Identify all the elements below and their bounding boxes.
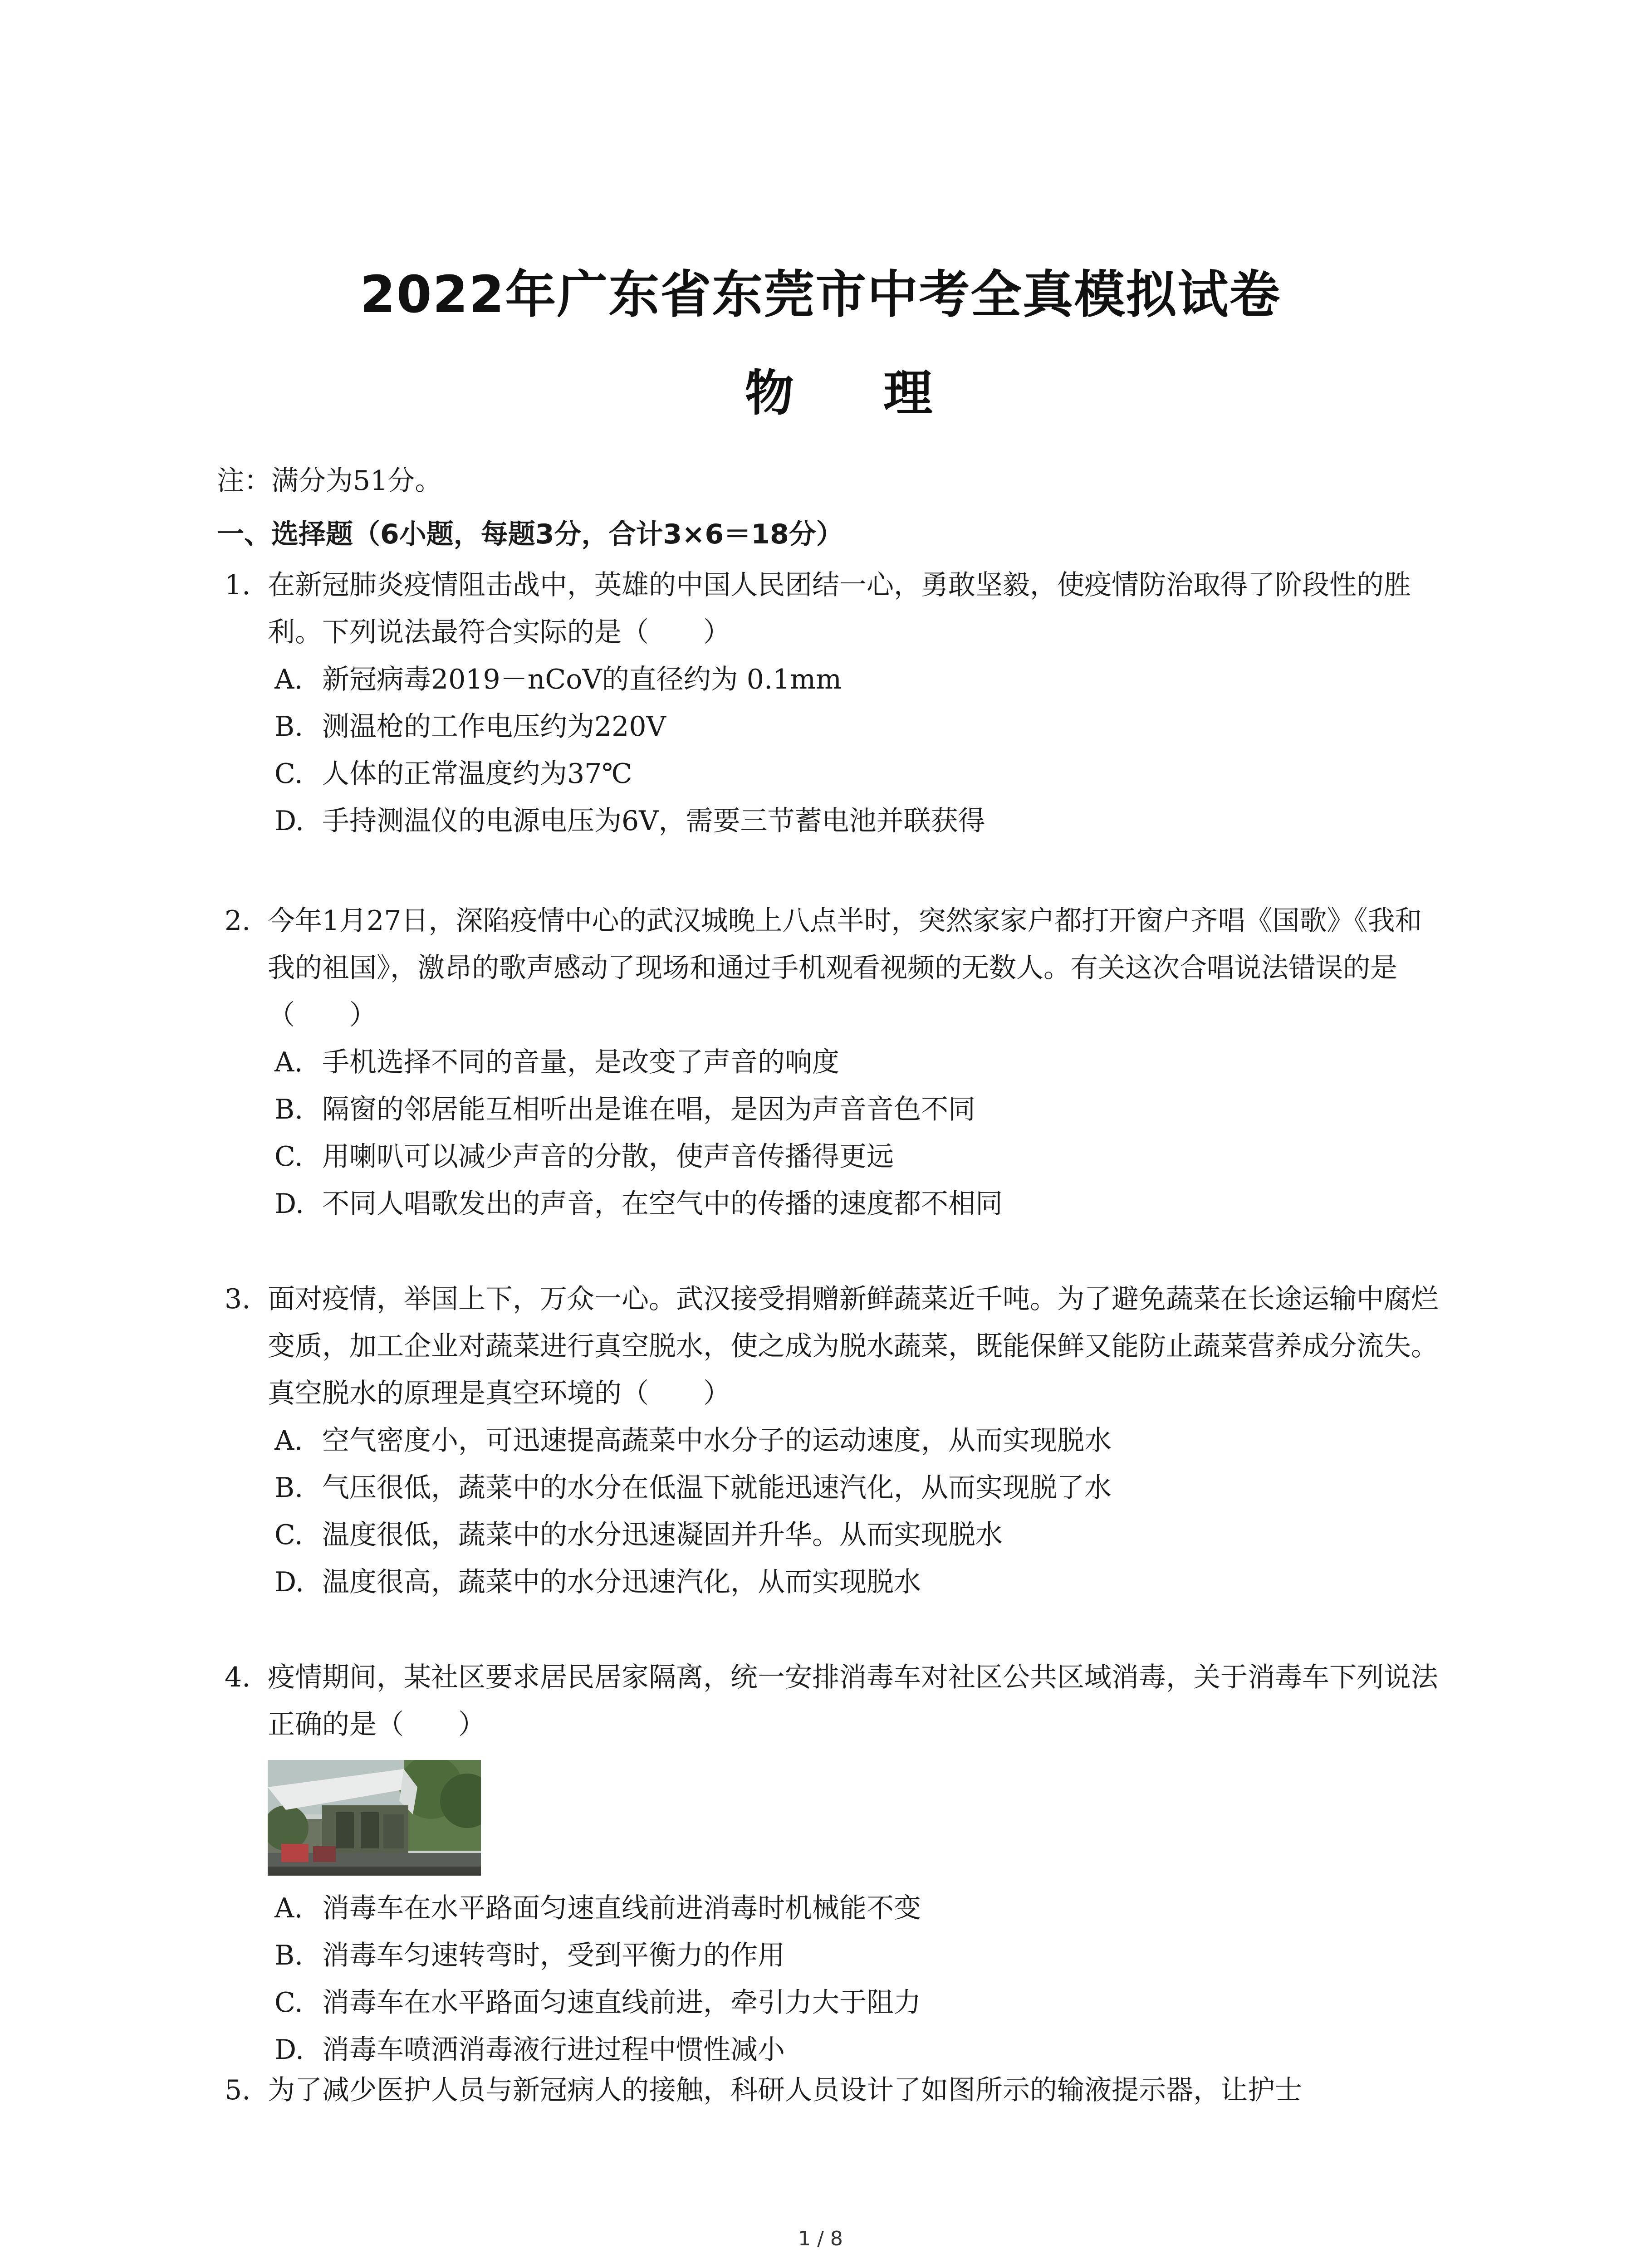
question-text: 在新冠肺炎疫情阻击战中，英雄的中国人民团结一心，勇敢坚毅，使疫情防治取得了阶段性的胜利。下列说法最符合实际的是（ ）	[268, 569, 1411, 648]
question-stem	[225, 897, 1440, 1039]
option-b	[225, 1464, 1440, 1511]
option-a	[225, 1885, 1440, 1932]
option-text: 消毒车在水平路面匀速直线前进，牵引力大于阻力	[322, 1987, 921, 2019]
question-5	[225, 2067, 1440, 2114]
option-text: 不同人唱歌发出的声音，在空气中的传播的速度都不相同	[322, 1188, 1003, 1220]
option-letter: A.	[274, 1892, 303, 1924]
option-letter: D.	[274, 1566, 304, 1598]
question-number: 3.	[225, 1283, 251, 1315]
question-text: 面对疫情，举国上下，万众一心。武汉接受捐赠新鲜蔬菜近千吨。为了避免蔬菜在长途运输中腐烂变质，加工企业对蔬菜进行真空脱水，使之成为脱水蔬菜，既能保鲜又能防止蔬菜营养成分流失。真空脱水的原理是真空环境的（ ）	[268, 1283, 1438, 1409]
option-letter: C.	[274, 1987, 303, 2019]
option-text: 温度很低，蔬菜中的水分迅速凝固并升华。从而实现脱水	[322, 1519, 1003, 1551]
option-b	[225, 703, 1440, 750]
option-text: 人体的正常温度约为37℃	[322, 758, 632, 790]
option-text: 用喇叭可以减少声音的分散，使声音传播得更远	[322, 1141, 894, 1173]
option-letter: A.	[274, 664, 303, 695]
option-a	[225, 656, 1440, 703]
option-d	[225, 797, 1440, 845]
option-text: 隔窗的邻居能互相听出是谁在唱，是因为声音音色不同	[322, 1094, 975, 1125]
option-b	[225, 1086, 1440, 1133]
disinfection-truck-photo	[268, 1760, 481, 1876]
section-heading: 一、选择题（6小题，每题3分，合计3×6＝18分）	[217, 518, 843, 550]
question-stem	[225, 1276, 1440, 1417]
option-text: 消毒车喷洒消毒液行进过程中惯性减小	[322, 2034, 785, 2066]
option-letter: D.	[274, 805, 304, 837]
option-letter: A.	[274, 1425, 303, 1457]
option-text: 消毒车匀速转弯时，受到平衡力的作用	[322, 1940, 785, 1971]
question-number: 1.	[225, 569, 251, 601]
option-text: 手机选择不同的音量，是改变了声音的响度	[322, 1046, 839, 1078]
question-text: 今年1月27日，深陷疫情中心的武汉城晚上八点半时，突然家家户都打开窗户齐唱《国歌》《我和我的祖国》，激昂的歌声感动了现场和通过手机观看视频的无数人。有关这次合唱说法错误的是（ ）	[268, 905, 1422, 1031]
option-text: 消毒车在水平路面匀速直线前进消毒时机械能不变	[322, 1892, 921, 1924]
question-1	[225, 562, 1440, 845]
option-c	[225, 1133, 1440, 1180]
question-4	[225, 1654, 1440, 2073]
option-c	[225, 1511, 1440, 1559]
option-letter: D.	[274, 2034, 304, 2066]
option-letter: C.	[274, 1141, 303, 1173]
question-stem	[225, 2067, 1440, 2114]
option-c	[225, 750, 1440, 797]
option-a	[225, 1039, 1440, 1086]
question-2	[225, 897, 1440, 1227]
option-text: 测温枪的工作电压约为220V	[322, 711, 666, 743]
option-letter: C.	[274, 758, 303, 790]
option-c	[225, 1979, 1440, 2026]
option-letter: B.	[274, 711, 304, 743]
option-text: 空气密度小，可迅速提高蔬菜中水分子的运动速度，从而实现脱水	[322, 1425, 1112, 1457]
score-note: 注：满分为51分。	[217, 465, 442, 497]
option-text: 手持测温仪的电源电压为6V，需要三节蓄电池并联获得	[322, 805, 985, 837]
subject-title: 物 理	[745, 365, 969, 422]
question-stem	[225, 1654, 1440, 1748]
option-d	[225, 1180, 1440, 1227]
option-letter: A.	[274, 1046, 303, 1078]
option-text: 温度很高，蔬菜中的水分迅速汽化，从而实现脱水	[322, 1566, 921, 1598]
question-number: 4.	[225, 1662, 251, 1693]
page-indicator: 1 / 8	[798, 2227, 843, 2250]
question-number: 2.	[225, 905, 251, 937]
option-text: 气压很低，蔬菜中的水分在低温下就能迅速汽化，从而实现脱了水	[322, 1472, 1112, 1504]
question-number: 5.	[225, 2074, 251, 2106]
option-b	[225, 1932, 1440, 1979]
question-text: 为了减少医护人员与新冠病人的接触，科研人员设计了如图所示的输液提示器，让护士	[268, 2074, 1302, 2106]
option-letter: C.	[274, 1519, 303, 1551]
question-3	[225, 1276, 1440, 1606]
option-a	[225, 1417, 1440, 1464]
option-text: 新冠病毒2019－nCoV的直径约为 0.1mm	[322, 664, 842, 695]
question-text: 疫情期间，某社区要求居民居家隔离，统一安排消毒车对社区公共区域消毒，关于消毒车下列说法正确的是（ ）	[268, 1662, 1438, 1740]
option-letter: B.	[274, 1940, 304, 1971]
exam-title: 2022年广东省东莞市中考全真模拟试卷	[360, 265, 1281, 324]
option-letter: B.	[274, 1094, 304, 1125]
option-letter: B.	[274, 1472, 304, 1504]
option-letter: D.	[274, 1188, 304, 1220]
option-d	[225, 1559, 1440, 1606]
question-stem	[225, 562, 1440, 656]
